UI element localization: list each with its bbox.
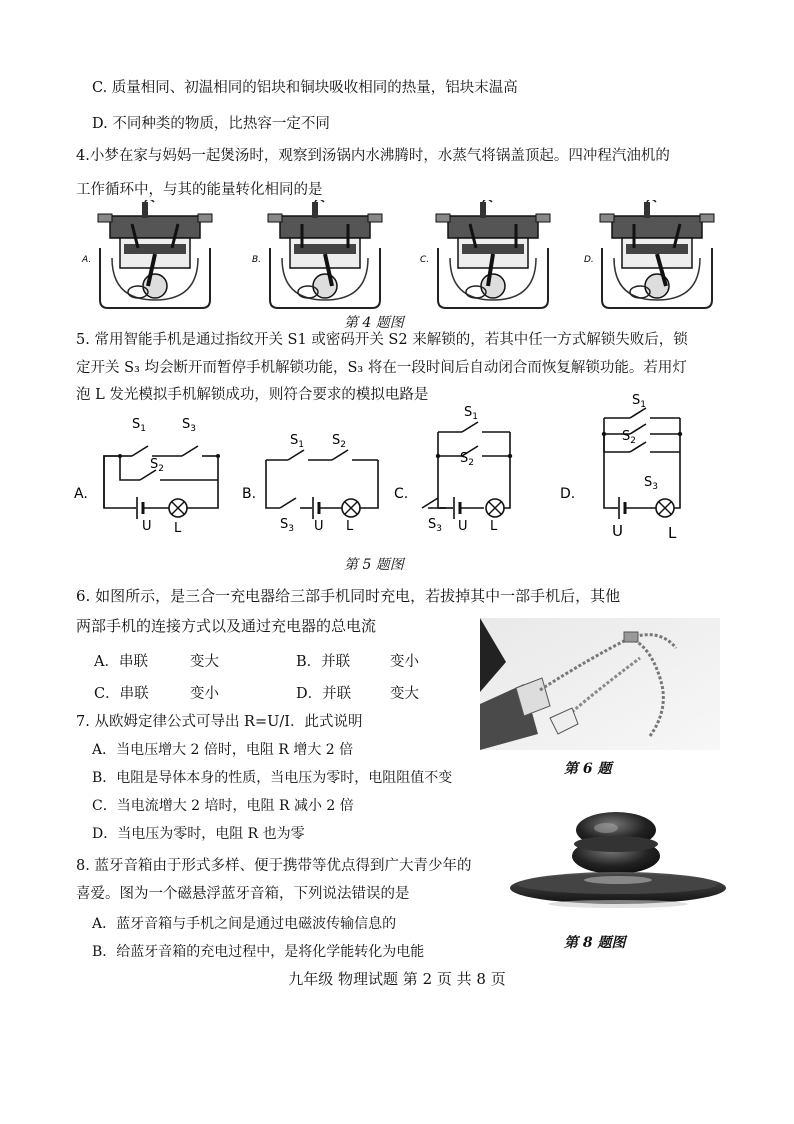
q6-caption: 第 6 题 (564, 761, 612, 777)
q4-stem-line1: 4.小梦在家与妈妈一起煲汤时，观察到汤锅内水沸腾时，水蒸气将锅盖顶起。四冲程汽油机的 (76, 148, 670, 164)
q5-label-b: B. (242, 486, 257, 502)
q6-option-c: C．串联 (94, 686, 149, 702)
q5-stem-line2: 定开关 S₃ 均会断开而暂停手机解锁功能，S₃ 将在一段时间后自动闭合而恢复解锁功能。若用灯 (76, 360, 687, 376)
q6-charger-photo (480, 618, 720, 750)
q5b-s2: $S_2$ (332, 433, 346, 450)
q3-option-d: D. 不同种类的物质，比热容一定不同 (92, 116, 330, 132)
q6-option-a-value: 变大 (190, 654, 219, 670)
q5b-s1: $S_1$ (290, 433, 304, 450)
q6-option-b: B．并联 (296, 654, 351, 670)
q5-label-c: C. (394, 486, 409, 502)
q5c-s2: $S_2$ (460, 451, 474, 468)
q6-option-a: A．串联 (94, 654, 148, 670)
q6-option-c-value: 变小 (190, 686, 219, 702)
q5-stem-line3: 泡 L 发光模拟手机解锁成功，则符合要求的模拟电路是 (76, 387, 429, 403)
q5-label-a: A. (74, 486, 88, 502)
q7-stem: 7. 从欧姆定律公式可导出 R=U/I．此式说明 (76, 714, 363, 730)
q7-option-a: A．当电压增大 2 倍时，电阻 R 增大 2 倍 (92, 742, 354, 758)
q7-option-c: C．当电流增大 2 培时，电阻 R 减小 2 倍 (92, 798, 354, 814)
q5c-l: L (490, 519, 498, 534)
q5d-s1: $S_1$ (632, 393, 646, 410)
q5c-s3: $S_3$ (428, 517, 442, 534)
q5c-s1: $S_1$ (464, 405, 478, 422)
q4-caption: 第 4 题图 (344, 315, 404, 331)
q3-option-c: C. 质量相同、初温相同的铝块和铜块吸收相同的热量，铝块末温高 (92, 80, 518, 96)
q4-label-b: B. (252, 255, 262, 265)
q8-stem-line2: 喜爱。图为一个磁悬浮蓝牙音箱，下列说法错误的是 (76, 886, 410, 902)
q5-label-d: D. (560, 486, 576, 502)
q5-caption: 第 5 题图 (344, 557, 404, 573)
q5d-l: L (668, 524, 677, 542)
q5a-s3: $S_3$ (182, 417, 196, 434)
q6-option-b-value: 变小 (390, 654, 419, 670)
q5d-s3: $S_3$ (644, 475, 658, 492)
q4-stem-line2: 工作循环中，与其的能量转化相同的是 (76, 182, 323, 198)
q8-caption: 第 8 题图 (564, 935, 626, 951)
q5d-s2: $S_2$ (622, 429, 636, 446)
q5d-u: U (612, 522, 623, 540)
q8-option-b: B．给蓝牙音箱的充电过程中，是将化学能转化为电能 (92, 944, 425, 960)
q5a-s2: $S_2$ (150, 457, 164, 474)
q5a-l: L (174, 521, 182, 536)
q4-label-d: D. (584, 255, 594, 265)
q6-option-d-value: 变大 (390, 686, 419, 702)
q7-option-b: B．电阻是导体本身的性质，当电压为零时，电阻阻值不变 (92, 770, 453, 786)
q4-label-c: C. (420, 255, 430, 265)
q6-option-d: D．并联 (296, 686, 352, 702)
q4-label-a: A. (82, 255, 92, 265)
q5c-u: U (458, 519, 468, 534)
q5b-u: U (314, 519, 324, 534)
q7-option-d: D．当电压为零时，电阻 R 也为零 (92, 826, 305, 842)
q6-stem-line2: 两部手机的连接方式以及通过充电器的总电流 (76, 617, 377, 635)
q5a-u: U (142, 519, 152, 534)
q8-option-a: A．蓝牙音箱与手机之间是通过电磁波传输信息的 (92, 916, 397, 932)
q5-stem-line1: 5. 常用智能手机是通过指纹开关 S1 或密码开关 S2 来解锁的，若其中任一方式解锁失败后，锁 (76, 332, 688, 348)
q6-stem-line1: 6. 如图所示，是三合一充电器给三部手机同时充电，若拔掉其中一部手机后，其他 (76, 587, 621, 605)
q5b-l: L (346, 519, 354, 534)
q5b-s3: $S_3$ (280, 517, 294, 534)
q5-circuit-figures (70, 388, 750, 550)
q4-engine-figures (80, 200, 740, 312)
page-footer: 九年级 物理试题 第 2 页 共 8 页 (288, 970, 506, 988)
q8-speaker-photo (506, 808, 730, 930)
q5a-s1: $S_1$ (132, 417, 146, 434)
q8-stem-line1: 8. 蓝牙音箱由于形式多样、便于携带等优点得到广大青少年的 (76, 858, 472, 874)
